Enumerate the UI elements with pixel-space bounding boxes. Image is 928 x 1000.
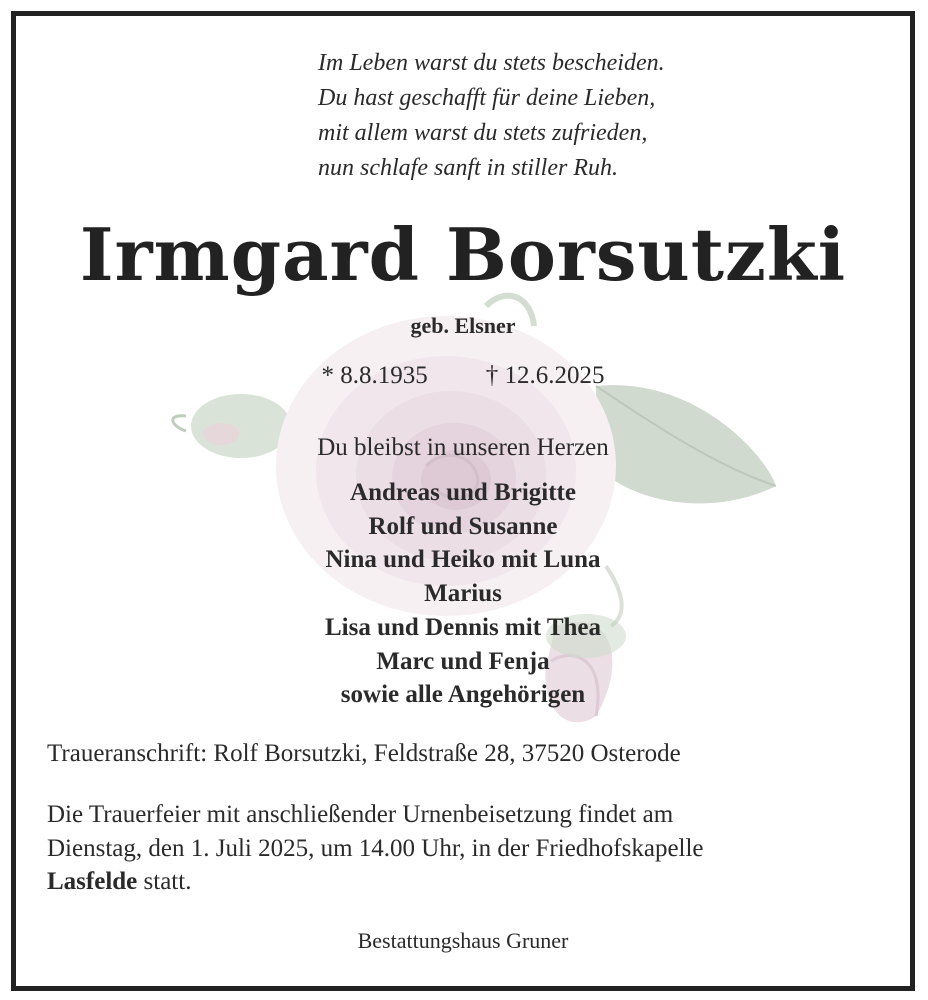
service-suffix: statt. [137,868,192,895]
maiden-name: geb. Elsner [410,313,516,338]
tribute-line: Du bleibst in unseren Herzen [317,434,609,461]
mourner-entry: Marius [424,580,502,608]
mourner-entry: sowie alle Angehörigen [340,681,586,709]
mourner-entry: Andreas und Brigitte [350,479,576,506]
poem-line: mit allem warst du stets zufrieden, [318,120,648,146]
service-line [47,865,887,899]
mourner-entry: Rolf und Susanne [368,512,558,540]
mourner-entry: Lisa und Dennis mit Thea [324,613,601,641]
funeral-service-notice [47,798,887,899]
undertaker-name: Bestattungshaus Gruner [357,928,569,953]
service-place: Lasfelde [47,868,138,895]
obituary-frame [11,11,915,991]
birth-date: * 8.8.1935 [321,362,428,389]
mourning-address: Traueranschrift: Rolf Borsutzki, Feldstraße 28, 37520 Osterode [47,740,681,767]
poem [318,46,665,186]
mourners-list [16,476,910,712]
poem-line: Im Leben warst du stets bescheiden. [318,50,665,76]
mourner-entry: Marc und Fenja [376,647,550,675]
poem-line: Du hast geschafft für deine Lieben, [318,85,656,111]
poem-line: nun schlafe sanft in stiller Ruh. [318,155,618,181]
life-dates [16,362,910,390]
mourner-entry: Nina und Heiko mit Luna [325,546,601,574]
deceased-name: Irmgard Borsutzki [79,212,847,297]
death-date: † 12.6.2025 [485,362,605,389]
service-line: Dienstag, den 1. Juli 2025, um 14.00 Uhr, in der Friedhofskapelle [47,834,704,862]
service-line: Die Trauerfeier mit anschließender Urnenbeisetzung findet am [47,801,674,828]
